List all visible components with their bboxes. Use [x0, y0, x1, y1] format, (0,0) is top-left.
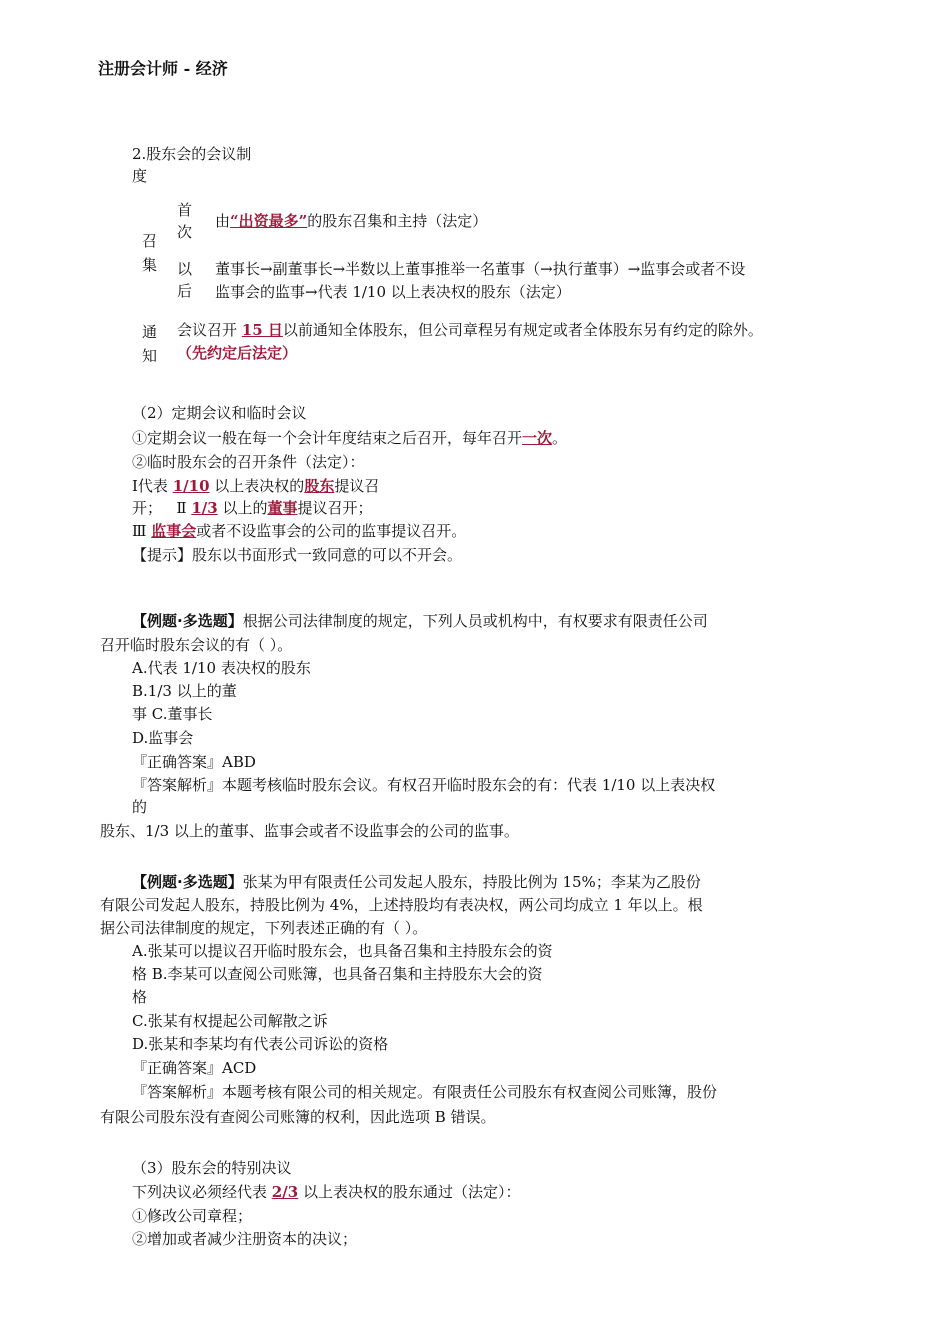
example2-analysis: 『答案解析』本题考核有限公司的相关规定。有限责任公司股东有权查阅公司账簿，股份 — [132, 1083, 718, 1101]
example1-analysis-2: 的 — [132, 798, 148, 816]
convene-label: 召 集 — [142, 232, 158, 274]
notice-note: （先约定后法定） — [177, 344, 298, 362]
example1-tag: 【例题·多选题】 — [132, 612, 243, 630]
later-rule-2: 监事会的监事→代表 1/10 以上表决权的股东（法定） — [215, 283, 571, 301]
condition-1: Ⅰ代表 1/10 以上表决权的股东提议召 — [132, 477, 380, 495]
special-item-1: ①修改公司章程； — [132, 1207, 253, 1225]
special-heading: （3）股东会的特别决议 — [132, 1159, 292, 1177]
example2-option-a: A.张某可以提议召开临时股东会，也具备召集和主持股东会的资 — [132, 942, 553, 960]
later-label: 以 后 — [177, 260, 193, 300]
notice-key: 15 日 — [241, 321, 283, 339]
first-label: 首 次 — [177, 201, 193, 241]
example2-answer: 『正确答案』ACD — [132, 1059, 257, 1077]
example1-option-a: A.代表 1/10 表决权的股东 — [132, 659, 311, 677]
example1-answer: 『正确答案』ABD — [132, 753, 256, 771]
example2-option-c: C.张某有权提起公司解散之诉 — [132, 1012, 328, 1030]
special-key: 2/3 — [271, 1183, 299, 1201]
example1-analysis-3: 股东、1/3 以上的董事、监事会或者不设监事会的公司的监事。 — [100, 822, 519, 840]
example1-question: 【例题·多选题】根据公司法律制度的规定，下列人员或机构中，有权要求有限责任公司 — [132, 612, 708, 630]
example2-option-ab: 格 B.李某可以查阅公司账簿，也具备召集和主持股东大会的资 — [132, 965, 543, 983]
first-rule: 由“出资最多”的股东召集和主持（法定） — [215, 212, 488, 230]
example2-question-2: 有限公司发起人股东，持股比例为 4%，上述持股均有表决权，两公司均成立 1 年以上。根 — [100, 896, 703, 914]
meetings-heading: （2）定期会议和临时会议 — [132, 404, 307, 422]
example2-tag: 【例题·多选题】 — [132, 873, 243, 891]
example2-option-d: D.张某和李某均有代表公司诉讼的资格 — [132, 1035, 389, 1053]
notice-label: 通 知 — [142, 323, 158, 365]
special-item-2: ②增加或者减少注册资本的决议； — [132, 1230, 358, 1248]
special-intro: 下列决议必须经代表 2/3 以上表决权的股东通过（法定）： — [132, 1183, 521, 1201]
page-header — [98, 59, 228, 78]
example2-option-b2: 格 — [132, 988, 148, 1006]
section-heading: 2.股东会的会议制 — [132, 145, 252, 163]
temp-heading: ②临时股东会的召开条件（法定）： — [132, 453, 365, 471]
example1-option-bc: 事 C.董事长 — [132, 705, 213, 723]
tip: 【提示】股东以书面形式一致同意的可以不开会。 — [132, 546, 463, 564]
later-rule-1: 董事长→副董事长→半数以上董事推举一名董事（→执行董事）→监事会或者不设 — [215, 260, 746, 278]
condition-2: 开； Ⅱ 1/3 以上的董事提议召开； — [132, 499, 373, 517]
header-title: 注册会计师 - 经济 — [98, 59, 228, 78]
section-heading-cut: 度 — [132, 167, 148, 185]
example1-option-b: B.1/3 以上的董 — [132, 682, 237, 700]
example2-analysis-2: 有限公司股东没有查阅公司账簿的权利，因此选项 B 错误。 — [100, 1108, 496, 1126]
example1-question-2: 召开临时股东会议的有（ ）。 — [100, 636, 293, 654]
notice-rule: 会议召开 15 日以前通知全体股东，但公司章程另有规定或者全体股东另有约定的除外。 — [177, 321, 763, 339]
example2-question-3: 据公司法律制度的规定，下列表述正确的有（ ）。 — [100, 919, 428, 937]
example1-option-d: D.监事会 — [132, 729, 194, 747]
example2-question: 【例题·多选题】张某为甲有限责任公司发起人股东，持股比例为 15%；李某为乙股份 — [132, 873, 701, 891]
first-key: “出资最多” — [230, 212, 308, 230]
example1-analysis: 『答案解析』本题考核临时股东会议。有权召开临时股东会的有：代表 1/10 以上表决权 — [132, 776, 716, 794]
regular-meeting: ①定期会议一般在每一个会计年度结束之后召开，每年召开一次。 — [132, 429, 568, 447]
condition-3: Ⅲ 监事会或者不设监事会的公司的监事提议召开。 — [132, 522, 467, 540]
regular-key: 一次 — [522, 429, 553, 447]
